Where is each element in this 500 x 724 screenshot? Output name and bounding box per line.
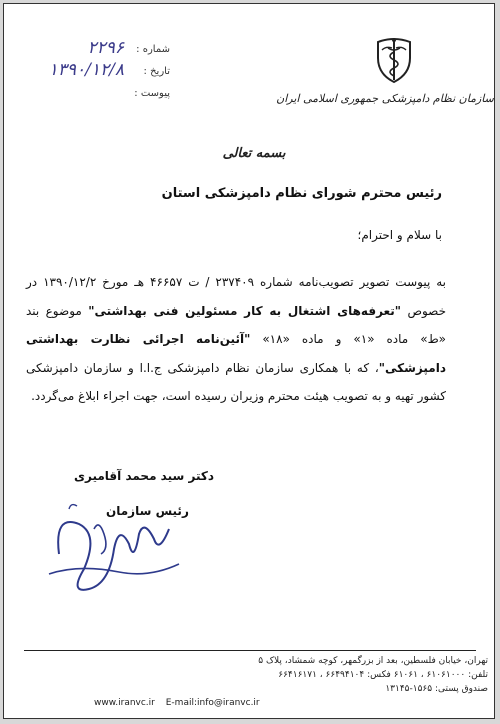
body-part-3: ، که با همکاری سازمان نظام دامپزشکی ج.ا.ا و سازمان دامپزشکی کشور تهیه و به تصویب هیئت محترم وزیران رسیده است، جهت اجراء ابلاغ می‌گردد. [26, 360, 446, 403]
footer-address: تهران، خیابان فلسطین، بعد از بزرگمهر، کوچه شمشاد، پلاک ۵ [258, 656, 488, 666]
number-row [22, 38, 172, 60]
letter-meta [22, 38, 172, 104]
letter-page [3, 3, 495, 719]
footer-web-row [94, 698, 488, 712]
body-part-2: موضوع بند «ط» ماده «۱» و ماده «۱۸» [26, 303, 447, 346]
body-bold-title-1: "تعرفه‌های اشتغال به کار مسئولین فنی بهداشتی" [88, 303, 402, 318]
footer-po-box: صندوق پستی: ۱۵۶۵-۱۳۱۴۵ [385, 684, 488, 694]
handwritten-signature-icon [39, 494, 189, 604]
date-value: ۱۳۹۰/۱۲/۸ [48, 60, 124, 80]
footer-website-link[interactable]: www.iranvc.ir [94, 698, 155, 708]
footer-divider [24, 650, 476, 651]
number-value: ۲۲۹۶ [87, 38, 124, 58]
letter-body [26, 268, 446, 411]
attachment-row [22, 82, 172, 104]
letter-footer [94, 656, 488, 712]
date-row [22, 60, 172, 82]
date-label: تاریخ : [143, 66, 170, 77]
addressee: رئیس محترم شورای نظام دامپزشکی استان [161, 186, 442, 201]
number-label: شماره : [136, 44, 170, 55]
organization-name: سازمان نظام دامپزشکی جمهوری اسلامی ایران [276, 92, 494, 105]
signer-title: رئیس سازمان [106, 504, 189, 518]
footer-phone: تلفن: ۶۱۰۶۱۰۰۰ ، ۶۱۰۶۱ فکس: ۶۶۴۹۴۱۰۴ ، ۶۶۴۱۶۱۷۱ [278, 670, 488, 680]
body-bold-title-2: "آئین‌نامه اجرائی نظارت بهداشتی دامپزشکی" [26, 332, 446, 375]
greeting: با سلام و احترام؛ [357, 228, 442, 242]
basmala-heading: بسمه تعالی [222, 146, 286, 161]
attachment-label: پیوست : [134, 88, 170, 99]
caduceus-emblem-icon [372, 34, 416, 86]
footer-email-link[interactable]: E-mail:info@iranvc.ir [165, 698, 260, 708]
body-part-1: به پیوست تصویر تصویب‌نامه شماره ۲۳۷۴۰۹ / ت ۴۶۶۵۷ هـ مورخ ۱۳۹۰/۱۲/۲ در خصوص [26, 275, 446, 318]
signer-name: دکتر سید محمد آقامیری [74, 469, 214, 483]
